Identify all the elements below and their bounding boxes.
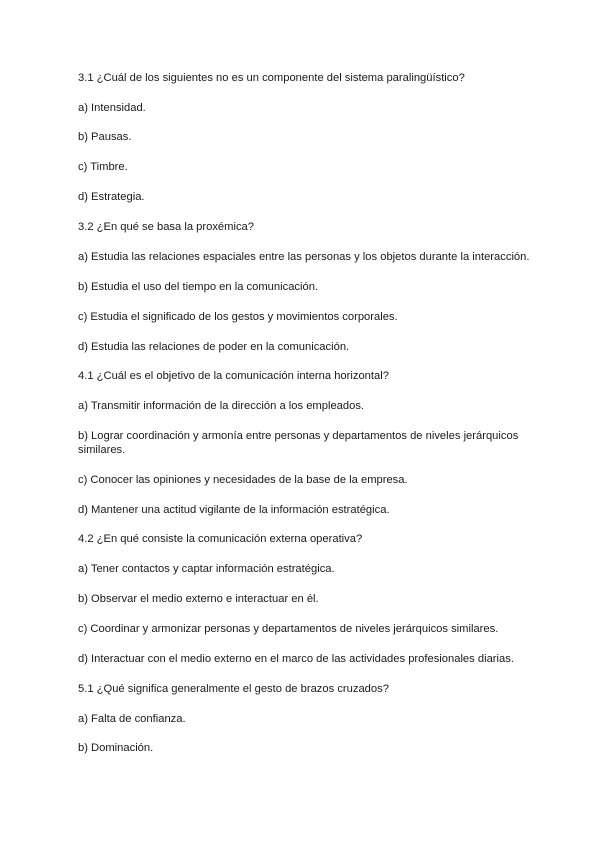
question-3-2: 3.2 ¿En qué se basa la proxémica?: [78, 221, 254, 233]
option-4-1-d: d) Mantener una actitud vigilante de la información estratégica.: [78, 504, 390, 516]
option-4-1-c: c) Conocer las opiniones y necesidades de la base de la empresa.: [78, 474, 408, 486]
option-3-1-c: c) Timbre.: [78, 161, 128, 173]
question-4-2: 4.2 ¿En qué consiste la comunicación externa operativa?: [78, 533, 363, 545]
option-4-1-b: b) Lograr coordinación y armonía entre personas y departamentos de niveles jerárquicos similares.: [78, 430, 519, 456]
option-3-2-c: c) Estudia el significado de los gestos y movimientos corporales.: [78, 311, 398, 323]
option-3-1-b: b) Pausas.: [78, 131, 132, 143]
option-3-1-d: d) Estrategia.: [78, 191, 145, 203]
option-4-2-a: a) Tener contactos y captar información estratégica.: [78, 563, 335, 575]
option-3-2-b: b) Estudia el uso del tiempo en la comunicación.: [78, 281, 319, 293]
question-3-1: 3.1 ¿Cuál de los siguientes no es un componente del sistema paralingüístico?: [78, 72, 465, 84]
option-5-1-a: a) Falta de confianza.: [78, 713, 186, 725]
option-4-2-c: c) Coordinar y armonizar personas y departamentos de niveles jerárquicos similares.: [78, 623, 499, 635]
option-4-1-a: a) Transmitir información de la dirección a los empleados.: [78, 400, 365, 412]
option-4-2-d: d) Interactuar con el medio externo en el marco de las actividades profesionales diarias.: [78, 653, 514, 665]
option-3-2-d: d) Estudia las relaciones de poder en la comunicación.: [78, 341, 350, 353]
option-5-1-b: b) Dominación.: [78, 742, 154, 754]
option-3-1-a: a) Intensidad.: [78, 102, 146, 114]
option-4-2-b: b) Observar el medio externo e interactuar en él.: [78, 593, 319, 605]
question-5-1: 5.1 ¿Qué significa generalmente el gesto de brazos cruzados?: [78, 683, 389, 695]
question-4-1: 4.1 ¿Cuál es el objetivo de la comunicación interna horizontal?: [78, 370, 389, 382]
option-3-2-a: a) Estudia las relaciones espaciales entre las personas y los objetos durante la interacción.: [78, 251, 530, 263]
